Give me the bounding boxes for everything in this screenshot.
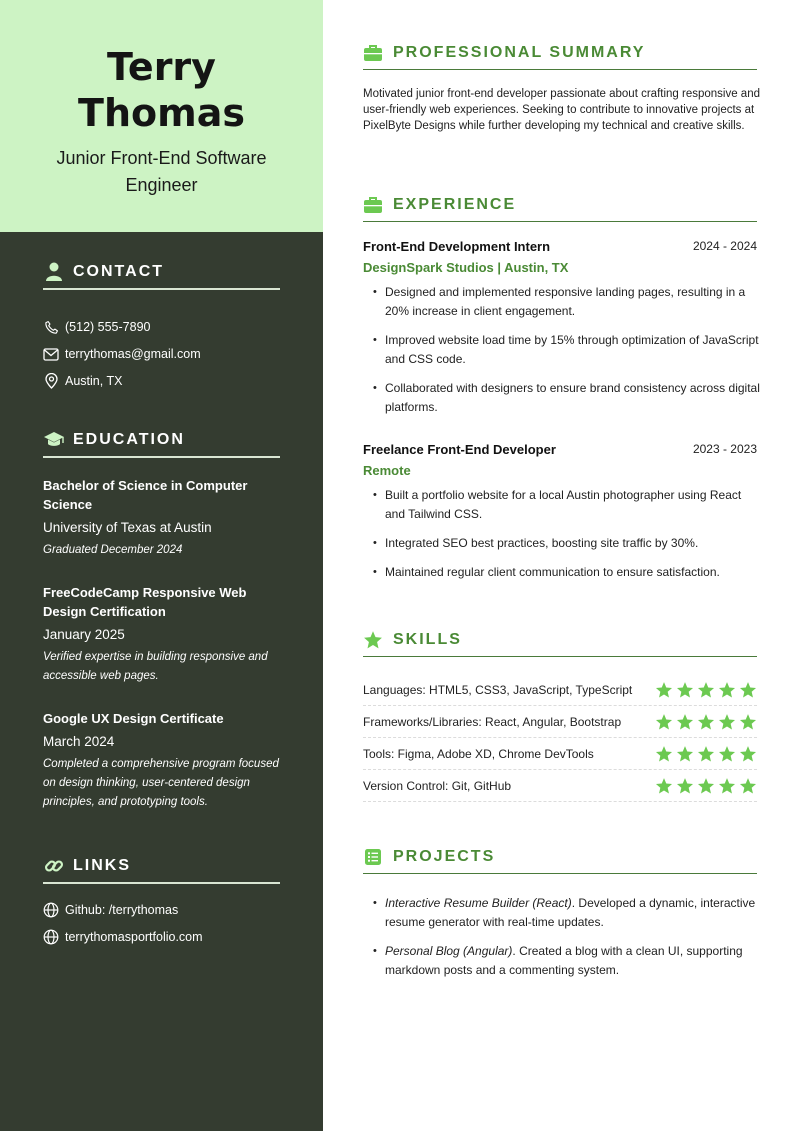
contact-location (43, 372, 122, 390)
skill-label: Version Control: Git, GitHub (363, 778, 512, 793)
skill-row (363, 706, 757, 738)
star-icon (718, 777, 736, 795)
job-bullet: • Collaborated with designers to ensure brand consistency across digital platforms. (363, 379, 763, 417)
education-school: University of Texas at Austin (43, 520, 212, 535)
job-bullet: • Integrated SEO best practices, boosting site traffic by 30%. (363, 534, 763, 553)
projects-title: PROJECTS (393, 847, 496, 865)
star-icon (363, 630, 383, 650)
star-icon (697, 713, 715, 731)
job-dates: 2023 - 2023 (692, 442, 757, 456)
education-item (43, 709, 283, 812)
skill-label: Frameworks/Libraries: React, Angular, Bootstrap (363, 714, 622, 729)
star-icon (697, 777, 715, 795)
email-text: terrythomas@gmail.com (65, 347, 201, 361)
star-icon (718, 681, 736, 699)
job-bullet: • Built a portfolio website for a local Austin photographer using React and Tailwind CSS. (363, 486, 763, 524)
projects-list (363, 894, 773, 990)
sidebar (0, 0, 323, 1131)
skill-row (363, 674, 757, 706)
education-heading (43, 430, 280, 458)
job-organization: DesignSpark Studios | Austin, TX (363, 260, 569, 275)
project-item (363, 942, 773, 980)
skill-rating (655, 745, 757, 763)
star-icon (655, 777, 673, 795)
star-icon (655, 745, 673, 763)
globe-icon (43, 929, 59, 945)
contact-heading (43, 262, 280, 290)
education-date: January 2025 (43, 627, 125, 642)
education-degree: Bachelor of Science in Computer Science (43, 478, 248, 512)
link-portfolio[interactable] (43, 928, 203, 946)
job-bullet: • Maintained regular client communication to ensure satisfaction. (363, 563, 763, 582)
contact-title: CONTACT (73, 263, 165, 280)
education-item (43, 476, 283, 560)
contact-email (43, 345, 201, 363)
job-bullets (363, 283, 763, 417)
star-icon (718, 713, 736, 731)
link-icon (43, 855, 65, 877)
job-entry (363, 239, 763, 427)
name-block (0, 0, 323, 232)
education-note: Completed a comprehensive program focused on design thinking, user-centered design principles, and prototyping tools. (43, 758, 279, 808)
job-entry (363, 442, 763, 592)
graduation-cap-icon (43, 429, 65, 451)
person-icon (43, 261, 65, 283)
list-icon (363, 847, 383, 867)
job-role: Front-End Development Intern (363, 239, 551, 254)
job-role: Freelance Front-End Developer (363, 442, 556, 457)
skills-title: SKILLS (393, 630, 462, 648)
github-link-text[interactable]: Github: /terrythomas (65, 903, 179, 917)
star-icon (739, 777, 757, 795)
education-title: EDUCATION (73, 431, 185, 448)
education-degree: FreeCodeCamp Responsive Web Design Certification (43, 585, 247, 619)
experience-heading (363, 192, 757, 222)
globe-icon (43, 902, 59, 918)
project-name: Personal Blog (Angular) (385, 944, 513, 958)
map-pin-icon (43, 373, 59, 389)
education-item (43, 583, 283, 686)
job-title: Junior Front-End Software Engineer (56, 148, 267, 195)
job-bullet: • Improved website load time by 15% through optimization of JavaScript and CSS code. (363, 331, 763, 369)
education-date: March 2024 (43, 734, 115, 749)
skill-row (363, 738, 757, 770)
summary-title: PROFESSIONAL SUMMARY (393, 43, 646, 61)
education-note: Graduated December 2024 (43, 544, 183, 556)
briefcase-icon (363, 195, 383, 215)
links-title: LINKS (73, 857, 131, 874)
star-icon (697, 745, 715, 763)
job-bullet: • Designed and implemented responsive landing pages, resulting in a 20% increase in client engagement. (363, 283, 763, 321)
star-icon (739, 713, 757, 731)
job-dates: 2024 - 2024 (692, 239, 757, 253)
links-heading (43, 856, 280, 884)
link-github[interactable] (43, 901, 178, 919)
star-icon (655, 681, 673, 699)
summary-heading (363, 40, 757, 70)
star-icon (676, 745, 694, 763)
star-icon (676, 713, 694, 731)
star-icon (739, 745, 757, 763)
star-icon (655, 713, 673, 731)
education-note: Verified expertise in building responsive and accessible web pages. (43, 651, 268, 682)
summary-text: Motivated junior front-end developer passionate about crafting responsive and user-friendly web experiences. Seeking to contribute to innovative projects at PixelByte Designs while further developing my technical and creative skills. (363, 88, 760, 132)
star-icon (676, 681, 694, 699)
phone-text: (512) 555-7890 (65, 320, 151, 334)
portfolio-link-text[interactable]: terrythomasportfolio.com (65, 930, 203, 944)
star-icon (739, 681, 757, 699)
phone-icon (43, 319, 59, 335)
skills-heading (363, 627, 757, 657)
education-degree: Google UX Design Certificate (43, 711, 224, 726)
project-description: . Developed a dynamic, interactive resume generator with real-time updates. (385, 896, 756, 929)
job-bullets (363, 486, 763, 582)
skill-label: Languages: HTML5, CSS3, JavaScript, TypeScript (363, 682, 633, 697)
skill-row (363, 770, 757, 802)
project-item (363, 894, 773, 932)
job-organization: Remote (363, 463, 411, 478)
star-icon (676, 777, 694, 795)
contact-phone (43, 318, 150, 336)
briefcase-icon (363, 43, 383, 63)
skill-rating (655, 777, 757, 795)
project-name: Interactive Resume Builder (React) (385, 896, 572, 910)
mail-icon (43, 346, 59, 362)
experience-title: EXPERIENCE (393, 195, 517, 213)
skill-rating (655, 681, 757, 699)
star-icon (697, 681, 715, 699)
first-name: Terry (107, 45, 216, 89)
skill-label: Tools: Figma, Adobe XD, Chrome DevTools (363, 746, 594, 761)
star-icon (718, 745, 736, 763)
project-description: . Created a blog with a clean UI, supporting markdown posts and a commenting system. (385, 944, 743, 977)
skill-rating (655, 713, 757, 731)
projects-heading (363, 844, 757, 874)
last-name: Thomas (78, 91, 245, 135)
location-text: Austin, TX (65, 374, 123, 388)
